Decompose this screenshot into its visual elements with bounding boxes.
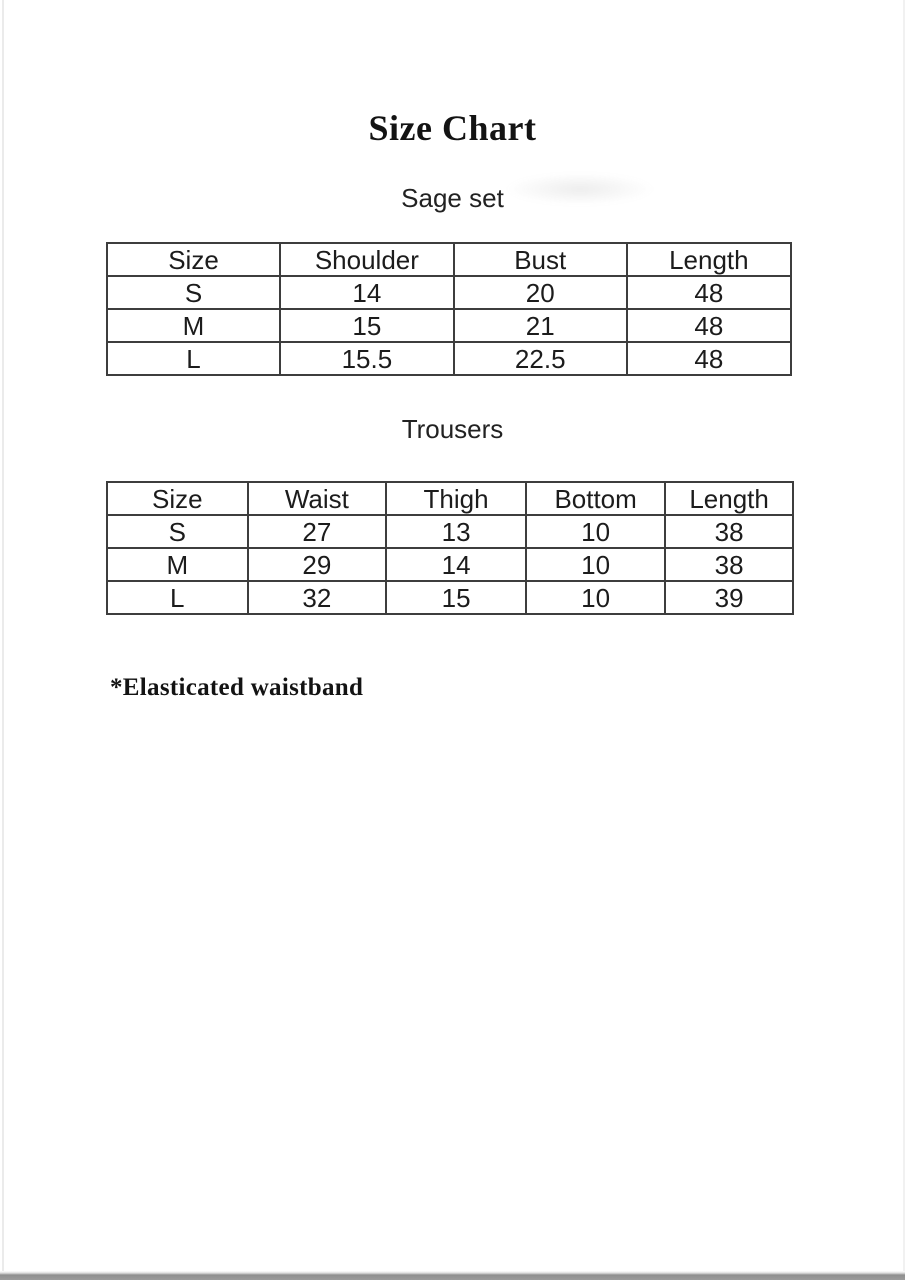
measurement-cell: 29	[248, 548, 387, 581]
column-header: Length	[665, 482, 793, 515]
measurement-cell: 39	[665, 581, 793, 614]
measurement-cell: 10	[526, 515, 665, 548]
measurement-cell: 20	[454, 276, 627, 309]
size-label-cell: L	[107, 342, 280, 375]
measurement-cell: 48	[627, 309, 791, 342]
measurement-cell: 14	[280, 276, 454, 309]
column-header: Length	[627, 243, 791, 276]
header-row	[107, 243, 791, 276]
column-header: Bottom	[526, 482, 665, 515]
page-bottom-edge-shadow	[0, 1271, 905, 1280]
table-row	[107, 309, 791, 342]
size-label-cell: S	[107, 276, 280, 309]
size-label-cell: S	[107, 515, 248, 548]
column-header: Size	[107, 243, 280, 276]
measurement-cell: 27	[248, 515, 387, 548]
measurement-cell: 14	[386, 548, 526, 581]
column-header: Size	[107, 482, 248, 515]
measurement-cell: 48	[627, 342, 791, 375]
measurement-cell: 15	[280, 309, 454, 342]
table-row	[107, 581, 793, 614]
table-row	[107, 548, 793, 581]
table-row	[107, 276, 791, 309]
measurement-cell: 32	[248, 581, 387, 614]
measurement-cell: 15	[386, 581, 526, 614]
size-label-cell: M	[107, 548, 248, 581]
measurement-cell: 15.5	[280, 342, 454, 375]
header-row	[107, 482, 793, 515]
column-header: Waist	[248, 482, 387, 515]
size-label-cell: M	[107, 309, 280, 342]
measurement-cell: 21	[454, 309, 627, 342]
table-row	[107, 342, 791, 375]
trousers-caption: Trousers	[401, 414, 504, 444]
column-header: Shoulder	[280, 243, 454, 276]
measurement-cell: 10	[526, 581, 665, 614]
column-header: Thigh	[386, 482, 526, 515]
measurement-cell: 22.5	[454, 342, 627, 375]
page-title: Size Chart	[368, 108, 537, 148]
elasticated-waistband-footnote: *Elasticated waistband	[110, 674, 364, 701]
size-label-cell: L	[107, 581, 248, 614]
table-row	[107, 515, 793, 548]
sage-set-size-table	[106, 242, 792, 376]
measurement-cell: 38	[665, 515, 793, 548]
measurement-cell: 13	[386, 515, 526, 548]
trousers-size-table	[106, 481, 794, 615]
measurement-cell: 10	[526, 548, 665, 581]
column-header: Bust	[454, 243, 627, 276]
measurement-cell: 48	[627, 276, 791, 309]
measurement-cell: 38	[665, 548, 793, 581]
sage-set-caption: Sage set	[401, 183, 504, 213]
page-left-edge	[2, 0, 4, 1271]
